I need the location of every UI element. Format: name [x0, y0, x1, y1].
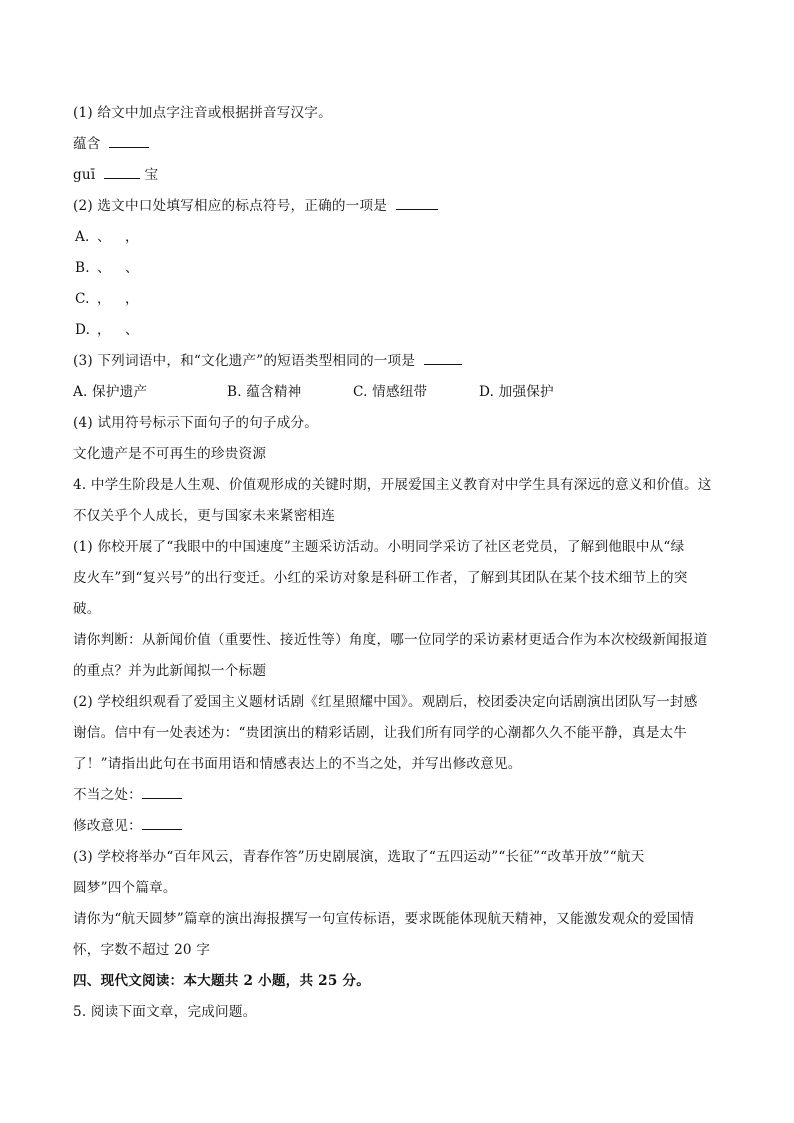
section4-heading-prefix: 四、现代文阅读：: [73, 973, 184, 989]
q4-sub2-improper: [73, 786, 182, 804]
q3-sub1-prompt: (1) 给文中加点字注音或根据拼音写汉字。: [73, 105, 332, 121]
option-d: D. 加强保护: [479, 384, 554, 400]
q4-sub3-line1: (3) 学校将举办“百年风云，青春作答”历史剧展演，选取了“五四运动”“长征”“改革开放”“航天: [73, 849, 645, 865]
q3-sub1-item1-word: 蕴含: [73, 136, 101, 152]
q3-sub3-prompt: [73, 352, 462, 370]
q3-sub2-prompt-text: (2) 选文中口处填写相应的标点符号，正确的一项是: [73, 198, 388, 214]
option-mark-2: ，: [125, 291, 139, 307]
q4-sub3-line2: 圆梦”四个篇章。: [73, 880, 177, 896]
q3-sub4-prompt: (4) 试用符号标示下面句子的句子成分。: [73, 415, 319, 431]
option-c: C. 情感纽带: [353, 384, 428, 400]
answer-blank: [142, 817, 182, 830]
q3-sub1-item1: [73, 135, 149, 153]
option-mark-2: 、: [125, 260, 139, 276]
option-mark-1: 、: [97, 229, 111, 245]
q4-sub2-line1: (2) 学校组织观看了爱国主义题材话剧《红星照耀中国》。观剧后，校团委决定向话剧演出团队写一封感: [73, 694, 698, 710]
q4-sub2-revise: [73, 817, 182, 835]
answer-blank: [142, 786, 182, 799]
q3-sub2-option-b: [75, 259, 139, 277]
answer-blank: [109, 135, 149, 148]
q4-sub2-line3: 了！”请指出此句在书面用语和情感表达上的不当之处，并写出修改意见。: [73, 756, 522, 772]
q3-sub2-option-d: [75, 321, 139, 339]
section4-heading-detail: 本大题共 2 小题，共 25 分。: [183, 973, 371, 989]
option-mark-2: 、: [125, 322, 139, 338]
q4-sub1-ask-line2: 的重点？并为此新闻拟一个标题: [73, 663, 267, 679]
q4-sub1-ask-line1: 请你判断：从新闻价值（重要性、接近性等）角度，哪一位同学的采访素材更适合作为本次校级新闻报道: [73, 632, 708, 648]
answer-blank: [104, 166, 140, 179]
option-label: B.: [75, 260, 90, 276]
option-label: A.: [75, 229, 90, 245]
option-mark-1: ，: [97, 322, 111, 338]
option-b: B. 蕴含精神: [227, 384, 302, 400]
q4-sub1-line2: 皮火车”到“复兴号”的出行变迁。小红的采访对象是科研工作者，了解到其团队在某个技术细节上的突: [73, 570, 688, 586]
q4-sub1-line1: (1) 你校开展了“我眼中的中国速度”主题采访活动。小明同学采访了社区老党员，了解到他眼中从“绿: [73, 539, 685, 555]
improper-label: 不当之处：: [73, 787, 142, 803]
q4-sub3-ask-line1: 请你为“航天圆梦”篇章的演出海报撰写一句宣传标语，要求既能体现航天精神，又能激发观众的爱国情: [73, 911, 695, 927]
q3-sub1-item2: [73, 166, 158, 184]
option-mark-1: 、: [97, 260, 111, 276]
q5-prompt: 5. 阅读下面文章，完成问题。: [73, 1004, 257, 1020]
option-label: D.: [75, 322, 91, 338]
q4-sub3-ask-line2: 怀，字数不超过 20 字: [73, 942, 211, 958]
q3-sub2-prompt: [73, 197, 438, 215]
q4-sub1-line3: 破。: [73, 601, 101, 617]
q3-sub4-sentence: 文化遗产是不可再生的珍贵资源: [73, 446, 267, 462]
option-label: C.: [75, 291, 90, 307]
answer-blank: [396, 197, 438, 210]
q4-sub2-line2: 谢信。信中有一处表述为：“贵团演出的精彩话剧，让我们所有同学的心潮都久久不能平静，真是太牛: [73, 725, 688, 741]
q3-sub2-option-a: [75, 228, 139, 246]
q3-sub2-option-c: [75, 290, 139, 308]
q4-intro-line2: 不仅关乎个人成长，更与国家未来紧密相连: [73, 508, 336, 524]
option-a: A. 保护遗产: [73, 384, 148, 400]
revise-label: 修改意见：: [73, 818, 142, 834]
q4-intro-line1: 4. 中学生阶段是人生观、价值观形成的关键时期，开展爱国主义教育对中学生具有深远的意义和价值。这: [73, 477, 712, 493]
q3-sub3-prompt-text: (3) 下列词语中，和“文化遗产”的短语类型相同的一项是: [73, 353, 416, 369]
q3-sub3-options: [73, 383, 554, 401]
answer-blank: [424, 352, 462, 365]
option-mark-1: ，: [97, 291, 111, 307]
q3-sub1-item2-pinyin: guī: [73, 167, 96, 183]
q3-sub1-item2-word: 宝: [144, 167, 159, 183]
section4-heading: [73, 972, 370, 990]
option-mark-2: ，: [125, 229, 139, 245]
